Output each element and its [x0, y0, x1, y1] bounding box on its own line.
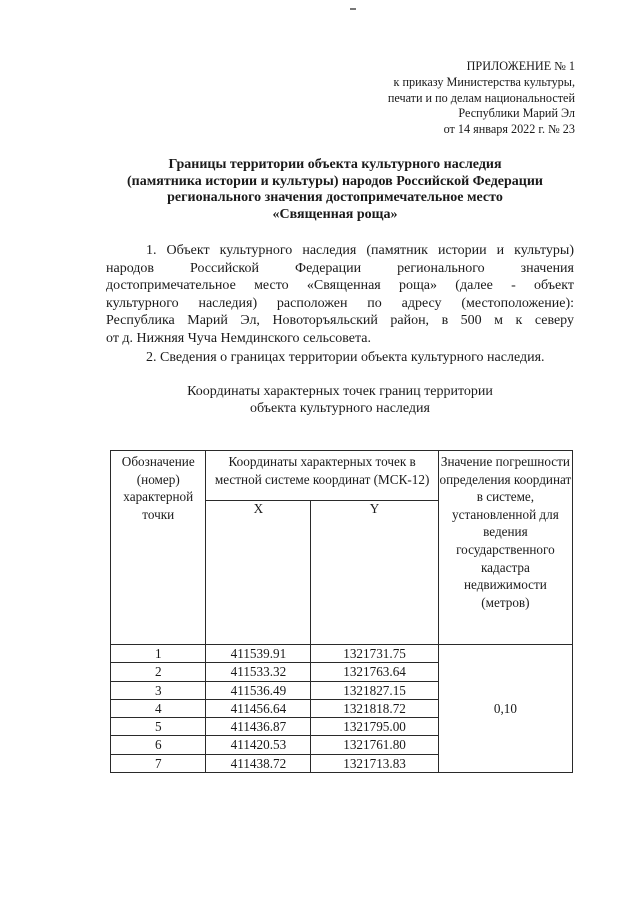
document-title — [100, 157, 570, 223]
appendix-header-line: Республики Марий Эл — [458, 106, 575, 121]
table-header-row — [111, 451, 573, 501]
paragraph-2: 2. Сведения о границах территории объекта культурного наследия. — [146, 350, 545, 365]
cell-y: 1321761.80 — [311, 736, 438, 754]
cell-point-number: 1 — [111, 645, 206, 663]
cell-y: 1321818.72 — [311, 699, 438, 717]
paragraph-1-line: достопримечательное место «Священная роща» (далее - объект — [106, 278, 574, 294]
appendix-header-line: от 14 января 2022 г. № 23 — [443, 122, 575, 137]
coordinates-table — [110, 450, 573, 773]
title-line: «Священная роща» — [272, 206, 398, 222]
appendix-header — [330, 59, 575, 138]
title-line: (памятника истории и культуры) народов Российской Федерации — [127, 173, 543, 189]
header-point-number: Обозначение (номер) характерной точки — [111, 451, 206, 645]
cell-point-number: 2 — [111, 663, 206, 681]
cell-x: 411438.72 — [206, 754, 311, 772]
paragraph-1-line: 1. Объект культурного наследия (памятник истории и культуры) — [146, 243, 574, 258]
paragraph-1-line: народов Российской Федерации регионального значения — [106, 260, 574, 276]
paragraph-1-line: Республика Марий Эл, Новоторъяльский район, в 500 м к северу — [106, 313, 574, 329]
header-error: Значение погрешности определения координат в системе, установленной для ведения государственного кадастра недвижимости (метров) — [438, 451, 572, 645]
paragraph-1 — [106, 242, 574, 348]
title-line: регионального значения достопримечательное место — [167, 190, 503, 205]
cell-x: 411436.87 — [206, 718, 311, 736]
cell-point-number: 7 — [111, 754, 206, 772]
cell-x: 411539.91 — [206, 645, 311, 663]
cell-x: 411420.53 — [206, 736, 311, 754]
cell-error-value: 0,10 — [438, 645, 572, 773]
cell-point-number: 5 — [111, 718, 206, 736]
header-y: Y — [311, 501, 438, 645]
cell-x: 411456.64 — [206, 699, 311, 717]
appendix-header-line: к приказу Министерства культуры, — [393, 74, 575, 89]
cell-x: 411536.49 — [206, 681, 311, 699]
appendix-header-line: ПРИЛОЖЕНИЕ № 1 — [466, 59, 575, 73]
cell-y: 1321713.83 — [311, 754, 438, 772]
appendix-header-line: печати и по делам национальностей — [387, 90, 575, 105]
cell-point-number: 6 — [111, 736, 206, 754]
cell-y: 1321827.15 — [311, 681, 438, 699]
table-caption — [110, 384, 570, 417]
header-coordinates: Координаты характерных точек в местной системе координат (МСК-12) — [206, 451, 438, 501]
cell-y: 1321795.00 — [311, 718, 438, 736]
caption-line: объекта культурного наследия — [250, 400, 430, 416]
cell-point-number: 3 — [111, 681, 206, 699]
table-row — [111, 645, 573, 663]
cell-y: 1321731.75 — [311, 645, 438, 663]
cell-x: 411533.32 — [206, 663, 311, 681]
paragraph-1-line: культурного наследия) расположен по адресу (местоположение): — [106, 295, 574, 311]
scan-mark — [350, 8, 356, 10]
cell-y: 1321763.64 — [311, 663, 438, 681]
title-line: Границы территории объекта культурного наследия — [168, 157, 502, 172]
cell-point-number: 4 — [111, 699, 206, 717]
paragraph-1-line: от д. Нижняя Чуча Немдинского сельсовета. — [106, 330, 371, 346]
header-x: X — [206, 501, 311, 645]
caption-line: Координаты характерных точек границ территории — [187, 384, 493, 399]
